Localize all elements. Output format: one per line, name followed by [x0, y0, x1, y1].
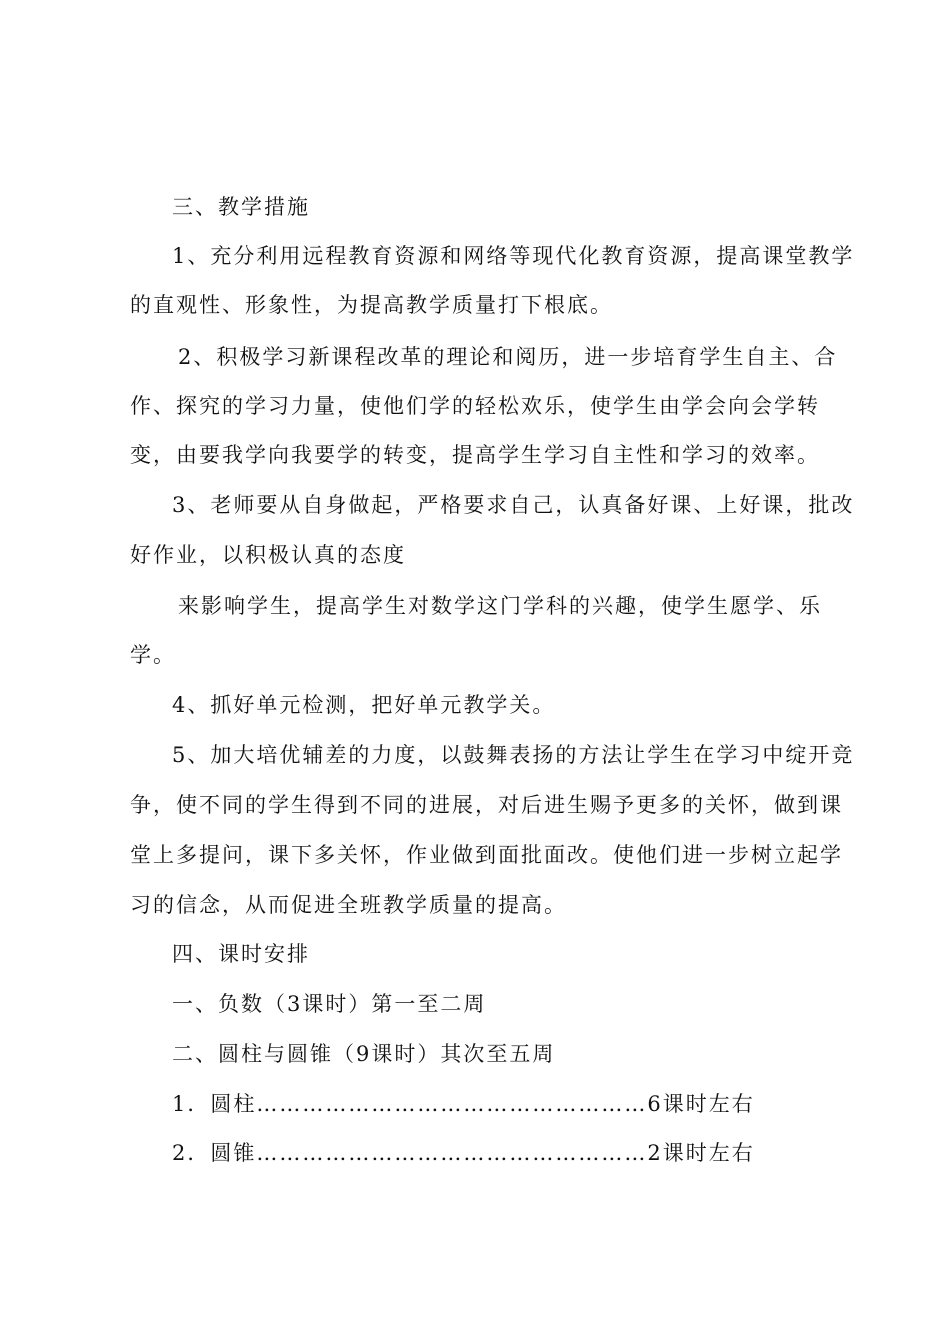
toc-item-cone: 2．圆锥……………………………………………2课时左右 — [172, 1141, 755, 1165]
item3-line2: 好作业，以积极认真的态度 — [130, 543, 406, 567]
section-heading-schedule: 四、课时安排 — [172, 942, 310, 966]
item5-line2: 争，使不同的学生得到不同的进展，对后进生赐予更多的关怀，做到课 — [130, 793, 843, 817]
item3-line1: 3、老师要从自身做起，严格要求自己，认真备好课、上好课，批改 — [172, 493, 855, 517]
item3-line4: 学。 — [130, 643, 176, 667]
item3-line3: 来影响学生，提高学生对数学这门学科的兴趣，使学生愿学、乐 — [178, 594, 822, 618]
item5-line3: 堂上多提问，课下多关怀，作业做到面批面改。使他们进一步树立起学 — [130, 843, 843, 867]
item4-line: 4、抓好单元检测，把好单元教学关。 — [172, 693, 556, 717]
item2-line2: 作、探究的学习力量，使他们学的轻松欢乐，使学生由学会向会学转 — [130, 394, 820, 418]
item1-line2: 的直观性、形象性，为提高教学质量打下根底。 — [130, 293, 613, 317]
item1-line1: 1、充分利用远程教育资源和网络等现代化教育资源，提高课堂教学 — [172, 244, 855, 268]
unit2-line: 二、圆柱与圆锥（9课时）其次至五周 — [172, 1042, 556, 1066]
item2-line1: 2、积极学习新课程改革的理论和阅历，进一步培育学生自主、合 — [178, 345, 838, 369]
item2-line3: 变，由要我学向我要学的转变，提高学生学习自主性和学习的效率。 — [130, 443, 820, 467]
section-heading-teaching-measures: 三、教学措施 — [172, 195, 310, 219]
toc-item-cylinder: 1．圆柱……………………………………………6课时左右 — [172, 1092, 755, 1116]
unit1-line: 一、负数（3课时）第一至二周 — [172, 992, 487, 1016]
item5-line1: 5、加大培优辅差的力度，以鼓舞表扬的方法让学生在学习中绽开竞 — [172, 743, 855, 767]
item5-line4: 习的信念，从而促进全班教学质量的提高。 — [130, 893, 567, 917]
